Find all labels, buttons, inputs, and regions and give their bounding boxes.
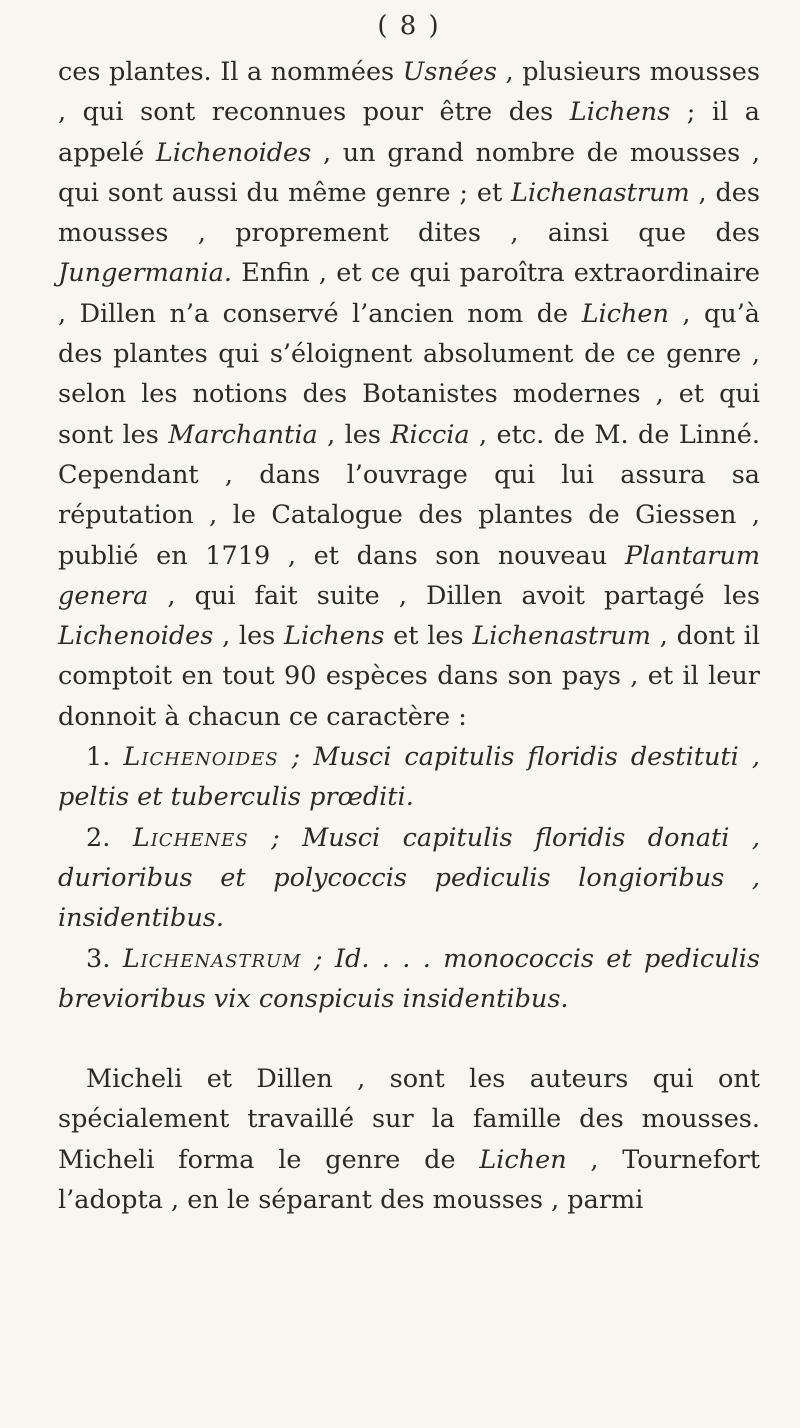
paragraph-gap	[58, 1019, 760, 1059]
italic-term: Jungermania.	[58, 258, 232, 289]
list-item-number: 3.	[86, 943, 123, 974]
italic-term: Lichenastrum	[472, 621, 651, 652]
text-run: ; il a appelé	[58, 97, 760, 168]
text-run: , Tournefort l’adopta , en le séparant des mousses , parmi	[58, 1144, 760, 1216]
text-run: , des mousses , proprement dites , ainsi que des	[58, 177, 760, 249]
italic-term: Lichen	[581, 298, 669, 329]
italic-term: Plantarum genera	[58, 540, 760, 611]
text-run: Enfin , et ce qui paroîtra extraordinaire , Dillen n’a conservé l’ancien nom de	[58, 258, 760, 329]
list-item	[58, 939, 760, 1020]
text-run: , qui fait suite , Dillen avoit partagé les	[148, 580, 760, 611]
italic-term: Marchantia	[168, 419, 318, 450]
text-run: , plusieurs mousses , qui sont reconnues pour être des	[58, 57, 760, 128]
body-text	[58, 52, 760, 1220]
list-item-heading: Lichenes	[132, 822, 249, 853]
italic-term: Riccia	[390, 419, 470, 450]
italic-term: Lichenoides	[155, 137, 312, 168]
text-run: , qu’à des plantes qui s’éloignent absolument de ce genre , selon les notions des Botanistes modernes , et qui sont les	[58, 298, 760, 450]
lichen-classification-list	[58, 737, 760, 1019]
list-item-heading: Lichenoides	[123, 742, 279, 773]
italic-term: Lichenoides	[58, 621, 214, 652]
text-run: , les	[317, 419, 391, 450]
list-item-description: ; Musci capitulis floridis donati , durioribus et polycoccis pediculis longioribus , insidentibus.	[58, 822, 760, 934]
italic-term: Usnées	[402, 57, 497, 87]
italic-term: Lichenastrum	[511, 177, 690, 208]
text-run: Micheli et Dillen , sont les auteurs qui ont spécialement travaillé sur la famille des mousses. Micheli forma le genre de	[58, 1064, 760, 1175]
page-number: ( 8 )	[377, 11, 441, 41]
list-item	[58, 818, 760, 939]
list-item-description: ; Musci capitulis floridis destituti , peltis et tuberculis prœditi.	[58, 742, 761, 813]
list-item-heading: Lichenastrum	[122, 943, 302, 974]
text-run: , les	[213, 621, 285, 652]
italic-term: Lichens	[284, 621, 385, 652]
text-run: et les	[384, 621, 473, 652]
list-item-number: 1.	[86, 742, 124, 773]
list-item-description: ; Id. . . . monococcis et pediculis brevioribus vix conspicuis insidentibus.	[58, 943, 761, 1014]
italic-term: Lichens	[569, 97, 671, 128]
paragraph-1	[58, 52, 760, 737]
text-run: , etc. de M. de Linné. Cependant , dans l’ouvrage qui lui assura sa réputation , le Catalogue des plantes de Giessen , publié en 1719 , et dans son nouveau	[58, 419, 760, 571]
text-run: , un grand nombre de mousses , qui sont aussi du même genre ; et	[58, 137, 760, 208]
list-item	[58, 737, 760, 818]
paragraph-2	[58, 1059, 760, 1220]
italic-term: Lichen	[479, 1144, 567, 1175]
text-run: ces plantes. Il a nommées	[58, 57, 403, 87]
text-run: , dont il comptoit en tout 90 espèces dans son pays , et il leur donnoit à chacun ce caractère :	[58, 621, 760, 732]
list-item-number: 2.	[86, 822, 133, 853]
